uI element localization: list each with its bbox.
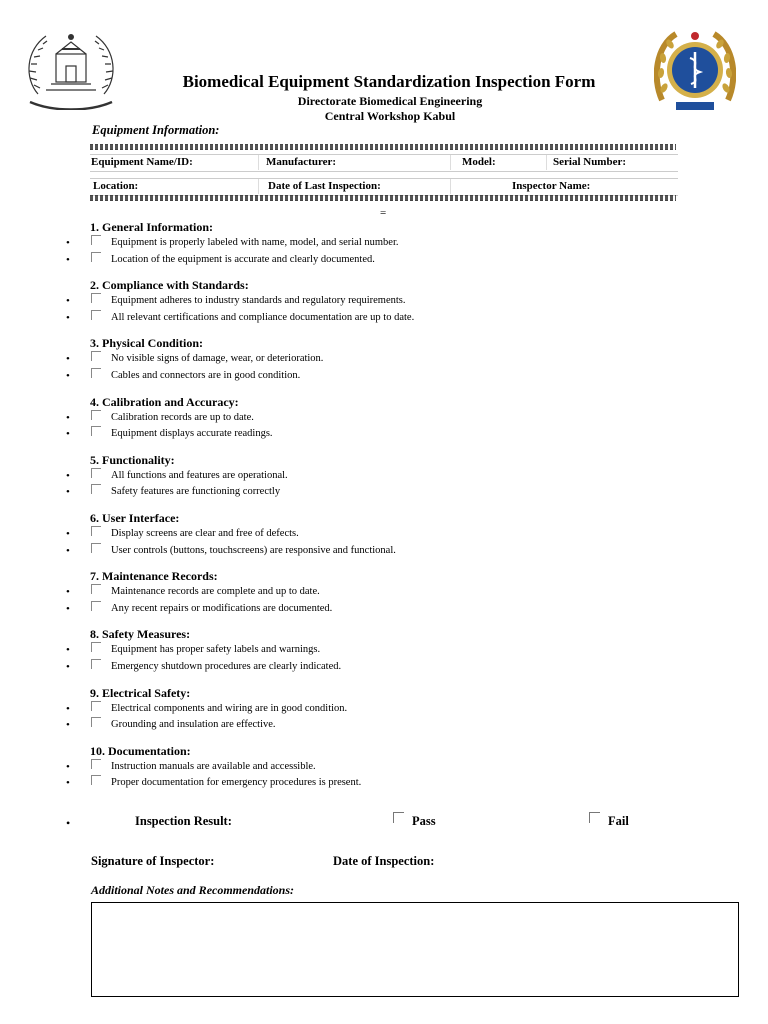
section-heading: 4. Calibration and Accuracy:	[90, 394, 239, 409]
checklist-item-label: Cables and connectors are in good condition.	[111, 369, 301, 381]
field-equipment-name[interactable]: Equipment Name/ID:	[91, 156, 193, 168]
checklist-item-label: No visible signs of damage, wear, or deterioration.	[111, 353, 324, 365]
bullet: •	[66, 428, 70, 441]
section-heading: 10. Documentation:	[90, 743, 191, 758]
checkbox-icon[interactable]	[91, 526, 101, 536]
checkbox-icon[interactable]	[91, 543, 101, 553]
bullet: •	[66, 602, 70, 615]
bullet: •	[66, 660, 70, 673]
bullet: •	[66, 644, 70, 657]
checkbox-icon[interactable]	[91, 642, 101, 652]
checkbox-icon[interactable]	[91, 252, 101, 262]
checkbox-icon[interactable]	[91, 759, 101, 769]
fail-checkbox[interactable]	[589, 812, 600, 823]
checklist-item-label: All functions and features are operational.	[111, 469, 288, 481]
bullet: •	[66, 311, 70, 324]
separator-line	[90, 144, 676, 150]
checkbox-icon[interactable]	[91, 235, 101, 245]
cell-divider	[450, 155, 451, 170]
section-heading: 8. Safety Measures:	[90, 627, 191, 642]
pass-label: Pass	[412, 814, 436, 828]
subtitle-workshop: Central Workshop Kabul	[324, 109, 456, 123]
equipment-fields-row-2	[90, 178, 678, 196]
bullet: •	[66, 353, 70, 366]
checklist-item-label: Any recent repairs or modifications are documented.	[111, 602, 333, 614]
fail-label: Fail	[608, 814, 629, 828]
section-heading: 7. Maintenance Records:	[90, 569, 218, 584]
bullet: •	[66, 777, 70, 790]
notes-label: Additional Notes and Recommendations:	[91, 883, 295, 897]
checkbox-icon[interactable]	[91, 468, 101, 478]
section-heading: 5. Functionality:	[90, 452, 175, 467]
separator-line	[90, 195, 676, 201]
checkbox-icon[interactable]	[91, 293, 101, 303]
field-inspector-name[interactable]: Inspector Name:	[512, 180, 591, 192]
checkbox-icon[interactable]	[91, 584, 101, 594]
bullet: •	[66, 237, 70, 249]
checkbox-icon[interactable]	[91, 410, 101, 420]
notes-textarea[interactable]	[91, 902, 739, 997]
field-manufacturer[interactable]: Manufacturer:	[266, 156, 337, 168]
form-subtitle	[0, 94, 768, 124]
checkbox-icon[interactable]	[91, 701, 101, 711]
bullet: •	[66, 760, 70, 773]
checklist-item-label: Instruction manuals are available and accessible.	[111, 760, 316, 772]
checkbox-icon[interactable]	[91, 426, 101, 436]
separator-char: =	[380, 207, 387, 219]
checklist-item-label: Calibration records are up to date.	[111, 411, 254, 423]
inspection-result-label: Inspection Result:	[135, 814, 232, 828]
section-heading: 9. Electrical Safety:	[90, 685, 191, 700]
field-serial-number[interactable]: Serial Number:	[553, 156, 627, 168]
checkbox-icon[interactable]	[91, 601, 101, 611]
bullet: •	[66, 528, 70, 540]
checkbox-icon[interactable]	[91, 484, 101, 494]
field-location[interactable]: Location:	[93, 180, 139, 192]
checklist-item-label: Emergency shutdown procedures are clearly indicated.	[111, 660, 342, 672]
checkbox-icon[interactable]	[91, 659, 101, 669]
bullet: •	[66, 253, 70, 266]
checklist-item-label: All relevant certifications and compliance documentation are up to date.	[111, 311, 415, 323]
cell-divider	[450, 179, 451, 194]
cell-divider	[258, 155, 259, 170]
bullet: •	[66, 816, 71, 830]
checklist-item-label: Safety features are functioning correctly	[111, 486, 281, 498]
bullet: •	[66, 586, 70, 599]
checklist-item-label: Proper documentation for emergency procedures is present.	[111, 777, 362, 789]
pass-checkbox[interactable]	[393, 812, 404, 823]
checklist-item-label: Electrical components and wiring are in good condition.	[111, 702, 348, 714]
section-heading: 6. User Interface:	[90, 511, 180, 525]
checklist-item-label: Equipment displays accurate readings.	[111, 428, 273, 440]
form-title: Biomedical Equipment Standardization Inspection Form	[182, 72, 596, 91]
date-inspection-label: Date of Inspection:	[333, 854, 435, 868]
equipment-info-label: Equipment Information:	[92, 123, 220, 137]
bullet: •	[66, 295, 70, 308]
bullet: •	[66, 702, 70, 715]
bullet: •	[66, 369, 70, 382]
field-date-last-inspection[interactable]: Date of Last Inspection:	[268, 180, 381, 192]
equipment-fields-row-1	[90, 154, 678, 172]
bullet: •	[66, 486, 70, 499]
checklist-item-label: Display screens are clear and free of defects.	[111, 528, 299, 539]
cell-divider	[258, 179, 259, 194]
bullet: •	[66, 469, 70, 482]
bullet: •	[66, 544, 70, 557]
checklist-item-label: Location of the equipment is accurate and clearly documented.	[111, 253, 375, 265]
checklist-item-label: Maintenance records are complete and up to date.	[111, 586, 320, 598]
cell-divider	[546, 155, 547, 170]
bullet: •	[66, 719, 70, 732]
field-model[interactable]: Model:	[462, 156, 496, 168]
section-heading: 3. Physical Condition:	[90, 336, 204, 351]
checklist-item-label: Equipment adheres to industry standards and regulatory requirements.	[111, 295, 406, 307]
checklist-item-label: Equipment is properly labeled with name, model, and serial number.	[111, 237, 399, 248]
signature-inspector-label: Signature of Inspector:	[91, 854, 215, 868]
checklist-item-label: Equipment has proper safety labels and warnings.	[111, 644, 321, 656]
checklist-item-label: Grounding and insulation are effective.	[111, 719, 276, 731]
checkbox-icon[interactable]	[91, 351, 101, 361]
checkbox-icon[interactable]	[91, 717, 101, 727]
section-heading: 1. General Information:	[90, 220, 213, 234]
checklist-item-label: User controls (buttons, touchscreens) are responsive and functional.	[111, 544, 396, 556]
checkbox-icon[interactable]	[91, 310, 101, 320]
subtitle-directorate: Directorate Biomedical Engineering	[297, 94, 483, 108]
checkbox-icon[interactable]	[91, 368, 101, 378]
checkbox-icon[interactable]	[91, 775, 101, 785]
bullet: •	[66, 411, 70, 424]
section-heading: 2. Compliance with Standards:	[90, 278, 249, 293]
